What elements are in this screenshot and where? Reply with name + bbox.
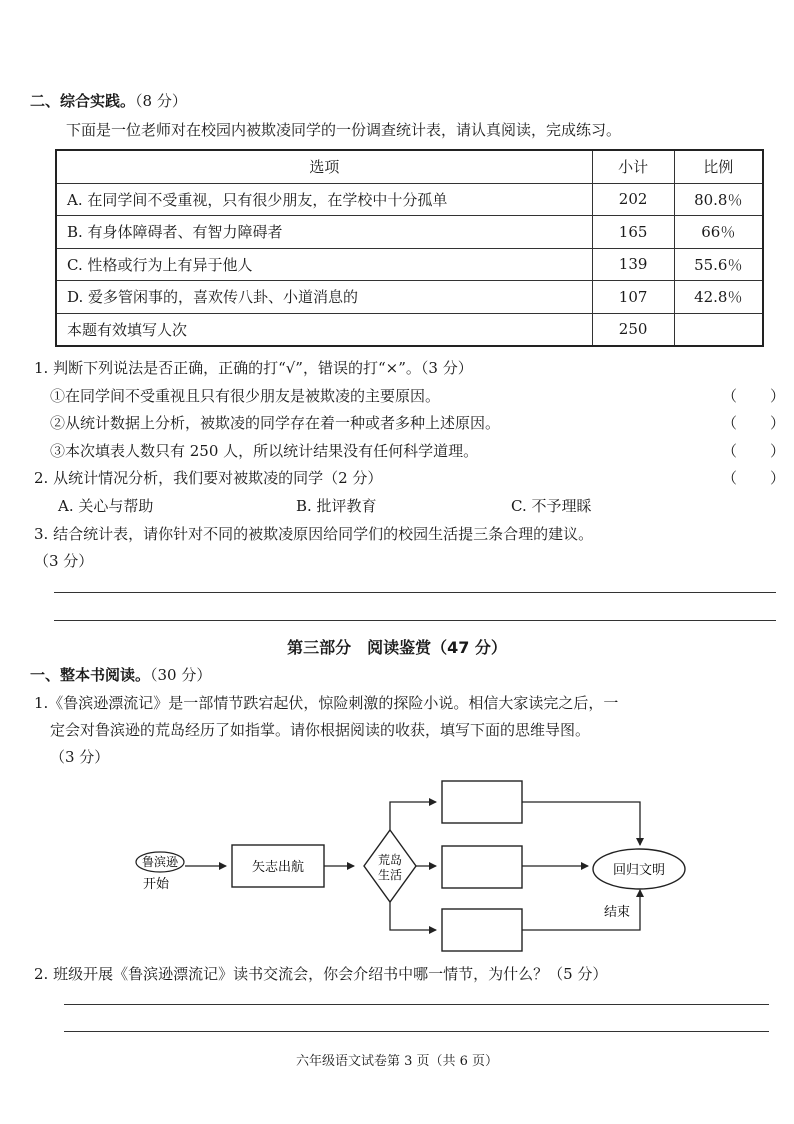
row-count: 250 xyxy=(592,313,674,346)
answer-line-q3-2[interactable] xyxy=(54,620,776,621)
q3-stem: 3. 结合统计表，请你针对不同的被欺凌原因给同学们的校园生活提三条合理的建议。 xyxy=(34,525,594,543)
row-count: 165 xyxy=(592,216,674,249)
table-row xyxy=(56,216,763,249)
blank-box-2[interactable] xyxy=(442,846,522,888)
island-label: 荒岛 xyxy=(377,853,403,867)
island-sub-label: 生活 xyxy=(377,868,403,882)
p3q1-line1: 1.《鲁滨逊漂流记》是一部情节跌宕起伏，惊险刺激的探险小说。相信大家读完之后，一 xyxy=(34,694,619,712)
answer-line-p3q2-1[interactable] xyxy=(64,1004,769,1005)
row-ratio: 42.8％ xyxy=(674,281,763,314)
section2-heading xyxy=(30,90,187,111)
row-ratio: 66％ xyxy=(674,216,763,249)
table-row xyxy=(56,281,763,314)
row-ratio: 55.6％ xyxy=(674,248,763,281)
p3q1-line2: 定会对鲁滨逊的荒岛经历了如指掌。请你根据阅读的收获，填写下面的思维导图。 xyxy=(50,721,591,739)
row-option: A. 在同学间不受重视，只有很少朋友，在学校中十分孤单 xyxy=(56,183,592,216)
p3q2-stem: 2. 班级开展《鲁滨逊漂流记》读书交流会，你会介绍书中哪一情节，为什么？（5 分） xyxy=(34,965,608,983)
sail-label: 矢志出航 xyxy=(251,860,305,875)
row-option: D. 爱多管闲事的，喜欢传八卦、小道消息的 xyxy=(56,281,592,314)
row-count: 107 xyxy=(592,281,674,314)
section1-title: 一、整本书阅读。 xyxy=(30,666,151,684)
header-ratio: 比例 xyxy=(674,150,763,183)
start-sub-label: 开始 xyxy=(142,877,170,892)
q1-stem: 1. 判断下列说法是否正确，正确的打“√”，错误的打“×”。（3 分） xyxy=(34,359,473,377)
section2-title: 二、综合实践。 xyxy=(30,92,136,110)
page-footer: 六年级语文试卷第 3 页（共 6 页） xyxy=(295,1054,499,1069)
row-option: B. 有身体障碍者、有智力障碍者 xyxy=(56,216,592,249)
branch-top xyxy=(390,802,436,830)
start-label: 鲁滨逊 xyxy=(141,855,179,869)
table-row xyxy=(56,313,763,346)
q2-option-a: A. 关心与帮助 xyxy=(58,497,154,515)
q1-item-2: ②从统计数据上分析，被欺凌的同学存在着一种或者多种上述原因。 xyxy=(50,414,501,432)
q2-option-c: C. 不予理睬 xyxy=(511,497,592,515)
end-label: 结束 xyxy=(603,905,630,920)
header-option: 选项 xyxy=(56,150,592,183)
q3-score: （3 分） xyxy=(34,552,94,570)
blank-box-3[interactable] xyxy=(442,909,522,951)
table-row xyxy=(56,248,763,281)
row-ratio: 80.8％ xyxy=(674,183,763,216)
part3-title: 第三部分 阅读鉴赏（47 分） xyxy=(287,638,507,657)
answer-line-p3q2-2[interactable] xyxy=(64,1031,769,1032)
table-row xyxy=(56,183,763,216)
blank-box-1[interactable] xyxy=(442,781,522,823)
branch-bottom xyxy=(390,902,436,930)
section2-intro: 下面是一位老师对在校园内被欺凌同学的一份调查统计表，请认真阅读，完成练习。 xyxy=(66,121,622,139)
header-count: 小计 xyxy=(592,150,674,183)
q2-option-b: B. 批评教育 xyxy=(296,497,377,515)
row-ratio xyxy=(674,313,763,346)
row-option: C. 性格或行为上有异于他人 xyxy=(56,248,592,281)
p3q1-score: （3 分） xyxy=(50,748,110,766)
mindmap-diagram xyxy=(0,770,794,960)
answer-line-q3-1[interactable] xyxy=(54,592,776,593)
table-header-row xyxy=(56,150,763,183)
q1-item-1: ①在同学间不受重视且只有很少朋友是被欺凌的主要原因。 xyxy=(50,387,441,405)
connector-top xyxy=(522,802,640,845)
row-count: 139 xyxy=(592,248,674,281)
q2-stem: 2. 从统计情况分析，我们要对被欺凌的同学（2 分） xyxy=(34,469,383,487)
row-option: 本题有效填写人次 xyxy=(56,313,592,346)
section1-heading xyxy=(30,664,211,685)
section1-score: （30 分） xyxy=(150,666,212,684)
return-label: 回归文明 xyxy=(612,863,666,878)
row-count: 202 xyxy=(592,183,674,216)
q1-item-3: ③本次填表人数只有 250 人，所以统计结果没有任何科学道理。 xyxy=(50,442,479,460)
section2-score: （8 分） xyxy=(135,92,187,110)
survey-table xyxy=(55,149,764,347)
